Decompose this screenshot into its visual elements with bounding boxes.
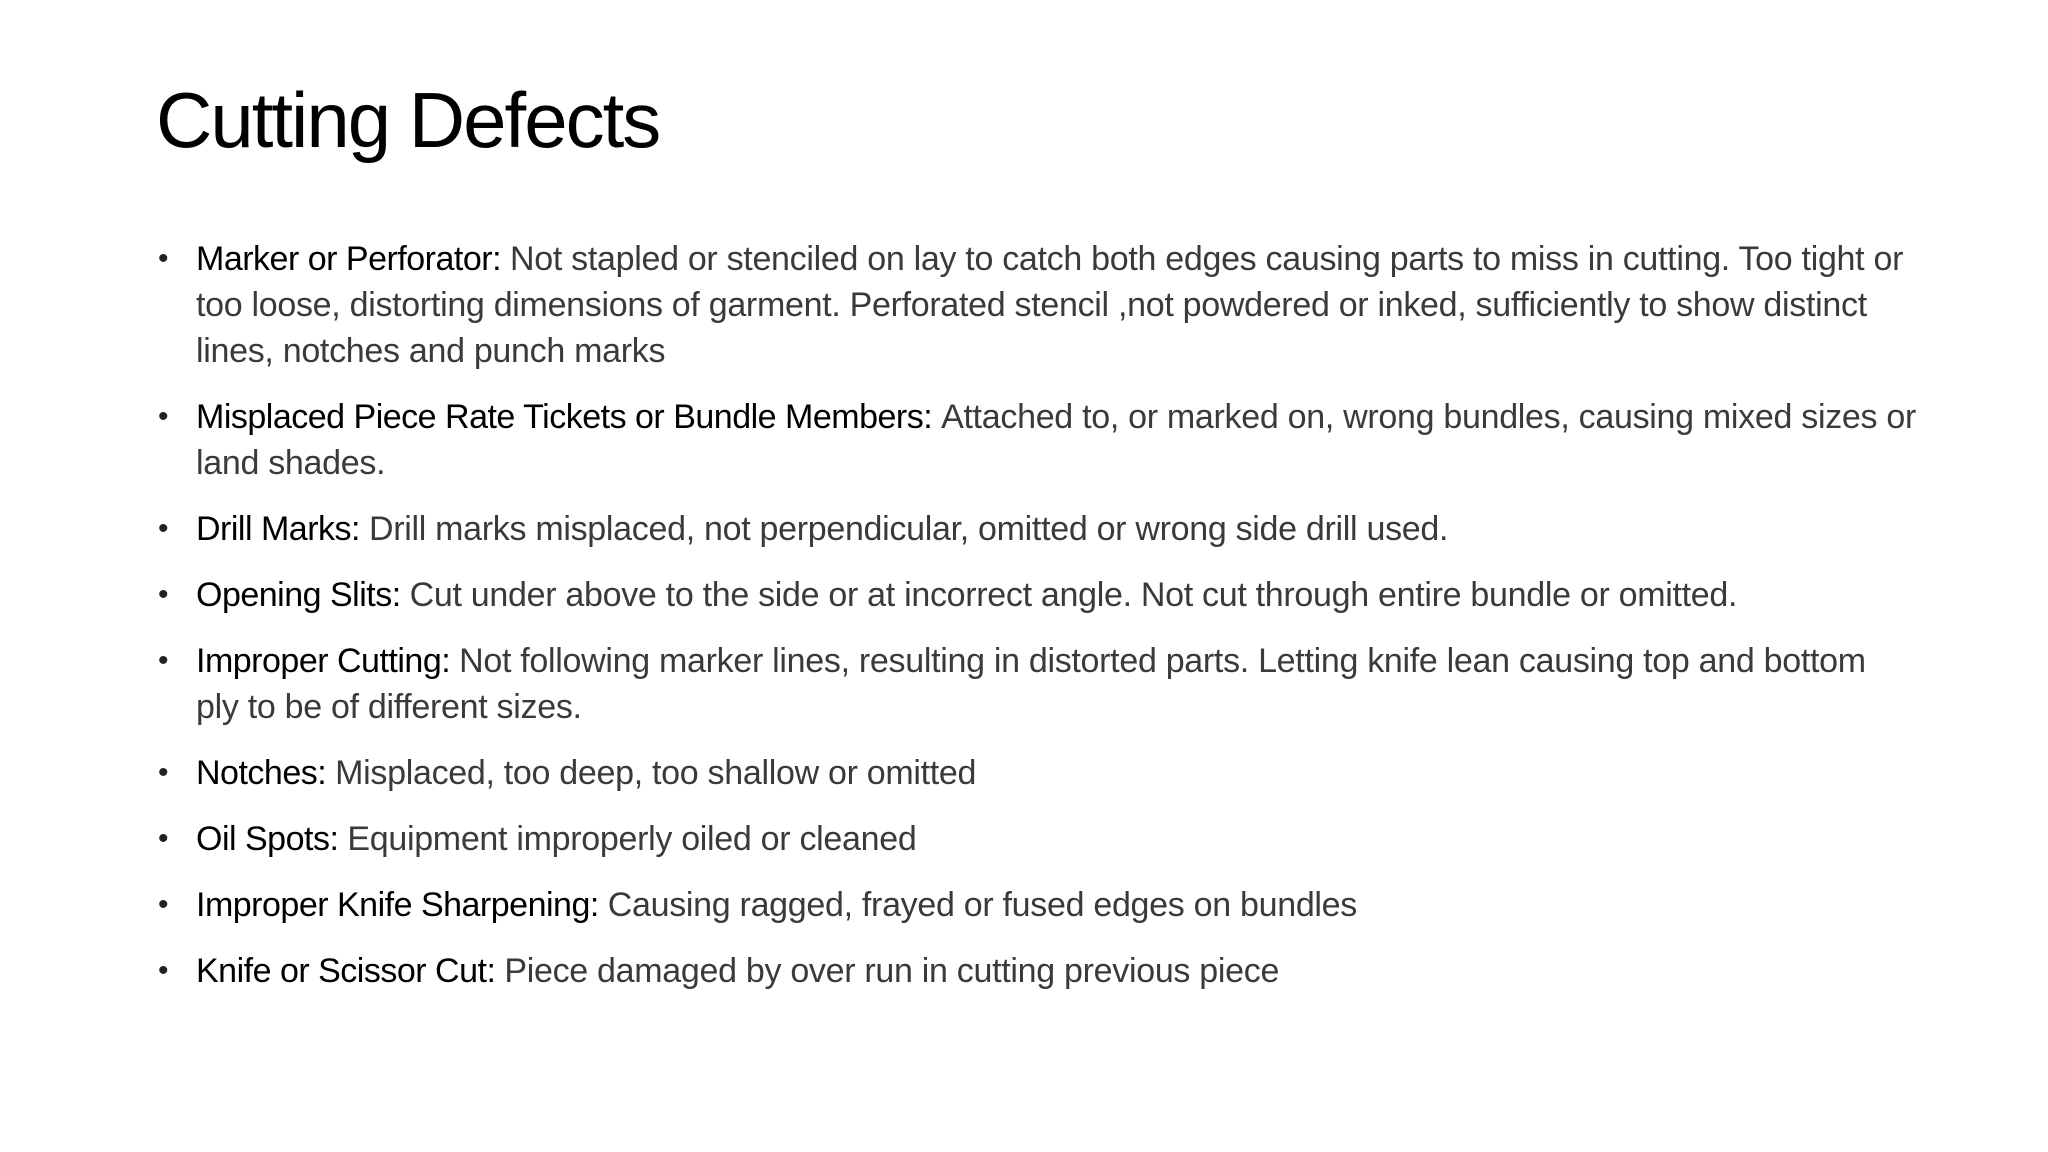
list-item — [156, 506, 1916, 552]
defect-description: Drill marks misplaced, not perpendicular, omitted or wrong side drill used. — [368, 510, 1449, 548]
bullet-icon: • — [158, 644, 169, 677]
list-item — [156, 638, 1916, 730]
list-item — [156, 236, 1916, 374]
defect-description: Causing ragged, frayed or fused edges on bundles — [607, 886, 1357, 924]
bullet-list — [156, 236, 1916, 1014]
list-item — [156, 394, 1916, 486]
defect-term: Improper Cutting: — [196, 642, 460, 680]
defect-description: Misplaced, too deep, too shallow or omitted — [335, 754, 977, 792]
defect-description: Piece damaged by over run in cutting previous piece — [504, 952, 1280, 990]
list-item — [156, 948, 1916, 994]
list-item — [156, 882, 1916, 928]
defect-description: Attached to, or marked on, wrong bundles, causing mixed sizes or land shades. — [196, 398, 1916, 482]
defect-term: Marker or Perforator: — [196, 240, 510, 278]
bullet-icon: • — [158, 578, 169, 611]
defect-term: Oil Spots: — [196, 820, 348, 858]
defect-term: Misplaced Piece Rate Tickets or Bundle Members: — [196, 398, 942, 436]
bullet-icon: • — [158, 400, 169, 433]
defect-term: Notches: — [196, 754, 336, 792]
bullet-icon: • — [158, 512, 169, 545]
list-item — [156, 816, 1916, 862]
defect-description: Not stapled or stenciled on lay to catch both edges causing parts to miss in cutting. Too tight or too loose, distorting dimensions of garment. Perforated stencil ,not powdered or inked, sufficiently to show distinct lines, notches and punch marks — [196, 240, 1904, 370]
bullet-icon: • — [158, 242, 169, 275]
defect-term: Drill Marks: — [196, 510, 369, 548]
bullet-icon: • — [158, 756, 169, 789]
defect-term: Opening Slits: — [196, 576, 410, 614]
bullet-icon: • — [158, 888, 169, 921]
defect-description: Equipment improperly oiled or cleaned — [347, 820, 917, 858]
defect-term: Improper Knife Sharpening: — [196, 886, 608, 924]
slide-title: Cutting Defects — [156, 76, 660, 164]
defect-term: Knife or Scissor Cut: — [196, 952, 505, 990]
bullet-icon: • — [158, 954, 169, 987]
bullet-icon: • — [158, 822, 169, 855]
defect-description: Cut under above to the side or at incorrect angle. Not cut through entire bundle or omitted. — [409, 576, 1738, 614]
defect-description: Not following marker lines, resulting in distorted parts. Letting knife lean causing top and bottom ply to be of different sizes. — [196, 642, 1866, 726]
list-item — [156, 572, 1916, 618]
list-item — [156, 750, 1916, 796]
